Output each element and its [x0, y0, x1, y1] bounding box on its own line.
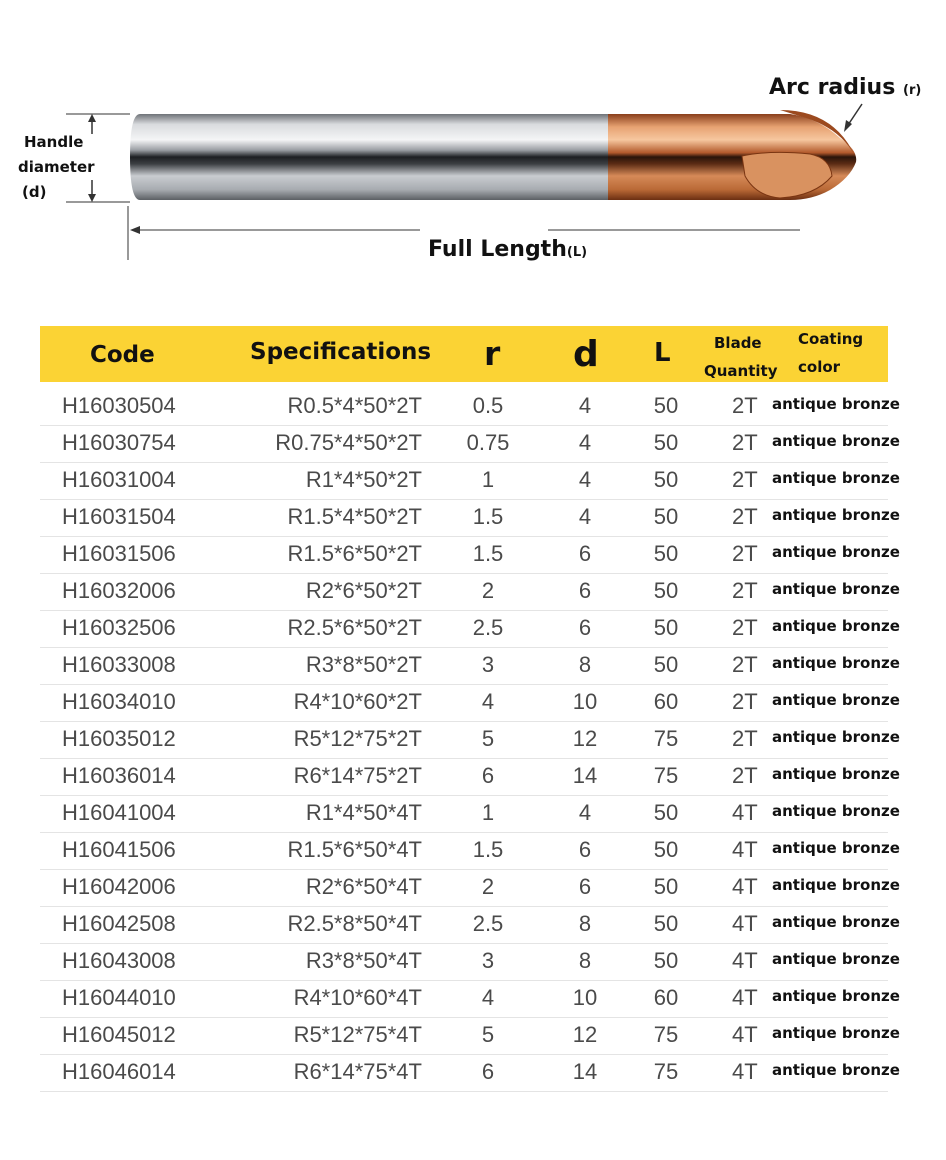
blade-cell: 2T: [732, 541, 758, 566]
spec-cell: R1*4*50*4T: [305, 800, 422, 825]
coating-cell: antique bronze: [772, 876, 900, 894]
table-row: H16045012 R5*12*75*4T 5 12 75 4T antique bronze: [40, 1018, 888, 1055]
code-cell: H16033008: [62, 652, 176, 677]
blade-cell: 4T: [732, 800, 758, 825]
header-d: d: [573, 334, 599, 375]
coating-cell: antique bronze: [772, 580, 900, 598]
full-length-text: Full Length: [428, 237, 567, 262]
code-cell: H16041506: [62, 837, 176, 862]
table-body: [40, 389, 900, 1092]
coating-cell: antique bronze: [772, 617, 900, 635]
blade-cell: 4T: [732, 874, 758, 899]
code-cell: H16030754: [62, 430, 176, 455]
table-row: H16032006 R2*6*50*2T 2 6 50 2T antique bronze: [40, 574, 888, 611]
spec-table: [40, 326, 900, 1084]
arc-radius-text: Arc radius: [769, 75, 896, 100]
blade-cell: 2T: [732, 504, 758, 529]
spec-cell: R0.75*4*50*2T: [275, 430, 422, 455]
spec-cell: R5*12*75*2T: [293, 726, 422, 751]
code-cell: H16043008: [62, 948, 176, 973]
table-row: H16032506 R2.5*6*50*2T 2.5 6 50 2T antique bronze: [40, 611, 888, 648]
coating-cell: antique bronze: [772, 432, 900, 450]
code-cell: H16032006: [62, 578, 176, 603]
table-row: H16030754 R0.75*4*50*2T 0.75 4 50 2T antique bronze: [40, 426, 888, 463]
blade-cell: 2T: [732, 652, 758, 677]
code-cell: H16031506: [62, 541, 176, 566]
coating-cell: antique bronze: [772, 913, 900, 931]
header-r: r: [484, 334, 501, 373]
code-cell: H16041004: [62, 800, 176, 825]
coating-cell: antique bronze: [772, 1024, 900, 1042]
spec-cell: R6*14*75*4T: [293, 1059, 422, 1084]
table-row: H16046014 R6*14*75*4T 6 14 75 4T antique bronze: [40, 1055, 888, 1092]
arc-radius-symbol: (r): [903, 83, 922, 98]
code-cell: H16035012: [62, 726, 176, 751]
coating-cell: antique bronze: [772, 802, 900, 820]
code-cell: H16030504: [62, 393, 176, 418]
blade-cell: 2T: [732, 615, 758, 640]
spec-cell: R6*14*75*2T: [293, 763, 422, 788]
header-color: color: [798, 358, 841, 376]
coating-cell: antique bronze: [772, 543, 900, 561]
handle-diameter-label: [18, 130, 95, 205]
blade-cell: 2T: [732, 763, 758, 788]
spec-cell: R1.5*4*50*2T: [287, 504, 422, 529]
table-row: H16030504 R0.5*4*50*2T 0.5 4 50 2T antique bronze: [40, 389, 888, 426]
spec-cell: R4*10*60*4T: [293, 985, 422, 1010]
shank: [130, 114, 612, 200]
table-row: H16043008 R3*8*50*4T 3 8 50 4T antique bronze: [40, 944, 888, 981]
blade-cell: 2T: [732, 430, 758, 455]
blade-cell: 4T: [732, 1059, 758, 1084]
blade-cell: 2T: [732, 689, 758, 714]
coating-cell: antique bronze: [772, 654, 900, 672]
table-row: H16031504 R1.5*4*50*2T 1.5 4 50 2T antique bronze: [40, 500, 888, 537]
handle-label-line2: diameter: [18, 158, 95, 176]
table-header: [40, 326, 888, 382]
table-row: H16042006 R2*6*50*4T 2 6 50 4T antique bronze: [40, 870, 888, 907]
blade-cell: 2T: [732, 578, 758, 603]
table-row: H16041506 R1.5*6*50*4T 1.5 6 50 4T antique bronze: [40, 833, 888, 870]
table-row: H16041004 R1*4*50*4T 1 4 50 4T antique bronze: [40, 796, 888, 833]
header-code: Code: [90, 342, 155, 368]
coating-cell: antique bronze: [772, 839, 900, 857]
code-cell: H16034010: [62, 689, 176, 714]
arc-radius-label: [769, 75, 921, 100]
table-row: H16036014 R6*14*75*2T 6 14 75 2T antique bronze: [40, 759, 888, 796]
full-length-label: [428, 237, 587, 262]
spec-cell: R1.5*6*50*4T: [287, 837, 422, 862]
table-row: H16031506 R1.5*6*50*2T 1.5 6 50 2T antique bronze: [40, 537, 888, 574]
blade-cell: 4T: [732, 1022, 758, 1047]
header-specifications: Specifications: [250, 339, 432, 365]
coating-cell: antique bronze: [772, 950, 900, 968]
spec-cell: R1.5*6*50*2T: [287, 541, 422, 566]
code-cell: H16044010: [62, 985, 176, 1010]
table-row: H16031004 R1*4*50*2T 1 4 50 2T antique bronze: [40, 463, 888, 500]
blade-cell: 4T: [732, 948, 758, 973]
spec-cell: R5*12*75*4T: [293, 1022, 422, 1047]
table-row: H16035012 R5*12*75*2T 5 12 75 2T antique bronze: [40, 722, 888, 759]
code-cell: H16045012: [62, 1022, 176, 1047]
table-row: H16044010 R4*10*60*4T 4 10 60 4T antique bronze: [40, 981, 888, 1018]
spec-cell: R1*4*50*2T: [305, 467, 422, 492]
header-quantity: Quantity: [704, 362, 778, 380]
code-cell: H16036014: [62, 763, 176, 788]
coating-cell: antique bronze: [772, 395, 900, 413]
handle-label-line1: Handle: [24, 133, 84, 151]
blade-cell: 4T: [732, 985, 758, 1010]
spec-cell: R2*6*50*4T: [305, 874, 422, 899]
table-row: H16034010 R4*10*60*2T 4 10 60 2T antique bronze: [40, 685, 888, 722]
spec-cell: R2.5*6*50*2T: [287, 615, 422, 640]
handle-label-line3: (d): [22, 183, 47, 201]
coating-cell: antique bronze: [772, 506, 900, 524]
code-cell: H16042508: [62, 911, 176, 936]
code-cell: H16046014: [62, 1059, 176, 1084]
full-length-symbol: (L): [566, 245, 588, 260]
table-row: H16033008 R3*8*50*2T 3 8 50 2T antique bronze: [40, 648, 888, 685]
spec-cell: R2.5*8*50*4T: [287, 911, 422, 936]
code-cell: H16042006: [62, 874, 176, 899]
spec-cell: R4*10*60*2T: [293, 689, 422, 714]
blade-cell: 2T: [732, 467, 758, 492]
coating-cell: antique bronze: [772, 469, 900, 487]
code-cell: H16031504: [62, 504, 176, 529]
spec-cell: R3*8*50*2T: [305, 652, 422, 677]
coating-cell: antique bronze: [772, 728, 900, 746]
coating-cell: antique bronze: [772, 987, 900, 1005]
code-cell: H16031004: [62, 467, 176, 492]
arrow-up-icon: [88, 114, 96, 122]
coating-cell: antique bronze: [772, 765, 900, 783]
blade-cell: 4T: [732, 837, 758, 862]
code-cell: H16032506: [62, 615, 176, 640]
tool-diagram: [0, 0, 946, 300]
blade-cell: 4T: [732, 911, 758, 936]
coating-cell: antique bronze: [772, 691, 900, 709]
blade-cell: 2T: [732, 726, 758, 751]
header-coating: Coating: [798, 330, 864, 348]
blade-cell: 2T: [732, 393, 758, 418]
coating-cell: antique bronze: [772, 1061, 900, 1079]
spec-cell: R3*8*50*4T: [305, 948, 422, 973]
header-L: L: [654, 338, 671, 368]
spec-cell: R0.5*4*50*2T: [287, 393, 422, 418]
arrow-left-icon: [130, 226, 140, 234]
header-blade: Blade: [714, 334, 762, 352]
table-row: H16042508 R2.5*8*50*4T 2.5 8 50 4T antique bronze: [40, 907, 888, 944]
spec-cell: R2*6*50*2T: [305, 578, 422, 603]
